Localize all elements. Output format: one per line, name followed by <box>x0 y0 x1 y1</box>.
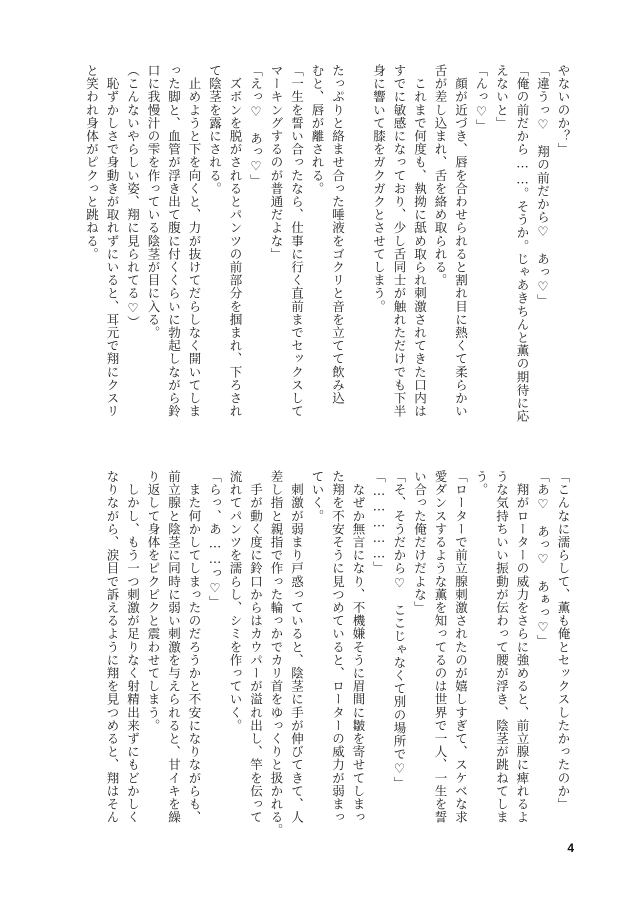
text-column: 「俺の前だから……。そうか。じゃあきちんと薫の期待に応 <box>515 64 530 423</box>
text-column: 「こんなに濡らして、薫も俺とセックスしたかったのか」 <box>556 470 571 811</box>
text-column: 「違うっ♡ 翔の前だから♡ あっ♡」 <box>535 64 551 308</box>
text-column: 口に我慢汁の雫を作っている陰茎が目に入る。 <box>146 64 161 340</box>
text-column: 「あ♡ あっ♡ あぁっ♡」 <box>535 470 551 648</box>
text-column: マーキングするのが普通だよな」 <box>269 64 284 261</box>
text-column: 「んっ♡」 <box>474 64 489 132</box>
page-number: 4 <box>567 841 574 855</box>
text-column: 翔がローターの威力をさらに強めると、前立腺に痺れるよ <box>515 470 530 824</box>
text-column: （こんないやらしい姿、翔に見られてる♡） <box>125 64 141 329</box>
text-column: 顔が近づき、唇を合わせられると割れ目に熱くて柔らかい <box>453 64 469 418</box>
text-column: 「ローターで前立腺刺激されたのが嬉しすぎて、スケベな求 <box>453 470 469 824</box>
text-column: すでに敏感になっており、少し舌同士が触れただけでも下半 <box>392 64 407 418</box>
text-column: 止めようと下を向くと、力が抜けてだらしなく開いてしま <box>187 64 202 418</box>
text-column: えないと」 <box>494 64 510 130</box>
text-column: 刺激が弱まり戸惑っていると、陰茎に手が伸びてきて、人 <box>289 470 305 824</box>
text-column: うな気持ちいい振動が伝わって腰が浮き、陰茎が跳ねてしま <box>494 470 510 824</box>
lower-text-block <box>60 470 572 860</box>
text-column: また何かしてしまったのだろうかと不安になりながらも、 <box>187 470 202 824</box>
text-column: 「一生を誓い合ったなら、仕事に行く直前までセックスして <box>289 64 305 418</box>
text-column: 身に響いて膝をガクガクとさせてしまう。 <box>371 64 387 313</box>
text-column: 「えっ♡ あっ♡」 <box>248 64 264 187</box>
text-column: う。 <box>474 470 489 497</box>
text-column: った脚と、血管が浮き出て腹に付くくらいに勃起しながら鈴 <box>166 64 182 418</box>
text-column: 手が動く度に鈴口からはカウパーが溢れ出し、竿を伝って <box>248 470 264 824</box>
text-column: て陰茎を露にされる。 <box>207 64 223 195</box>
text-column: 差し指と親指で作った輪っかでカリ首をゆっくりと扱かれる。 <box>269 470 284 837</box>
text-column <box>350 64 366 454</box>
text-column: やないのか？」 <box>556 64 571 156</box>
text-column: しかし、もう一つ刺激が足りなく射精出来ずにもどかしく <box>125 470 141 824</box>
text-column: 「らっ、あ……っ♡」 <box>207 470 223 609</box>
text-column: 舌が差し込まれ、舌を絡め取られる。 <box>433 64 448 287</box>
text-column: 「そ、そうだから♡ ここじゃなくて別の場所で♡」 <box>392 470 407 790</box>
text-column: 恥ずかしさで身動きが取れずにいると、耳元で翔にクスリ <box>105 64 120 418</box>
text-column: た翔を不安そうに見つめていると、ローターの威力が弱まっ <box>330 470 346 824</box>
text-column: 「……………」 <box>371 470 387 575</box>
text-column: 愛ダンスするような薫を知ってるのは世界で一人、一生を誓 <box>433 470 448 824</box>
upper-text-block <box>60 64 572 454</box>
text-column: と笑われ身体がピクっと跳ねる。 <box>84 64 100 261</box>
text-column: なぜか無言になり、不機嫌そうに眉間に皺を寄せてしまっ <box>351 470 366 824</box>
text-column: ていく。 <box>310 470 325 523</box>
text-column: ズボンを脱がされるとパンツの前部分を掴まれ、下ろされ <box>228 64 243 418</box>
text-column: たっぷりと絡ませ合った唾液をゴクリと音を立てて飲み込 <box>330 64 346 405</box>
text-column: い合った俺だけだよな」 <box>412 470 428 615</box>
text-column: 前立腺と陰茎に同時に弱い刺激を与えられると、甘イキを繰 <box>166 470 182 824</box>
text-column: り返して身体をピクピクと震わせてしまう。 <box>146 470 161 732</box>
text-column: 流れてパンツを濡らし、シミを作っていく。 <box>228 470 243 732</box>
text-column: これまで何度も、執拗に舐め取られ刺激されてきた口内は <box>412 64 428 418</box>
text-column: むと、唇が離される。 <box>310 64 325 195</box>
text-column: なりながら、涙目で訴えるように翔を見つめると、翔はそん <box>105 470 120 824</box>
